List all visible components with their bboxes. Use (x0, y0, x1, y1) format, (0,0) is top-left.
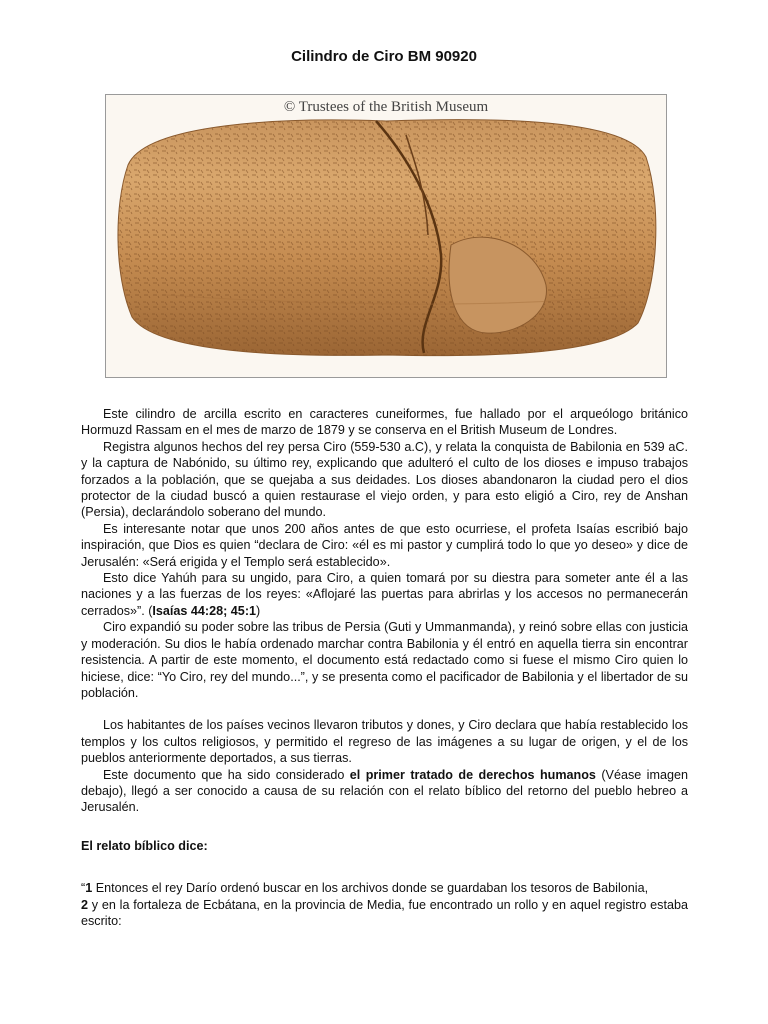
paragraph-yahuh-end: ) (256, 603, 261, 618)
section-heading: El relato bíblico dice: (81, 838, 208, 853)
paragraph-human-rights-b: (Véase imagen debajo), llegó a ser conocido a causa de su relación con el relato bíblico del retorno del pueblo hebreo a Jerusalén. (81, 767, 688, 815)
verse-2-text: y en la fortaleza de Ecbátana, en la provincia de Media, fue encontrado un rollo y en aquel registro estaba escrito: (81, 897, 688, 928)
verse-1-text: Entonces el rey Darío ordenó buscar en los archivos donde se guardaban los tesoros de Babilonia, (92, 881, 649, 896)
verse-1 (81, 880, 688, 896)
cyrus-cylinder-photo (105, 94, 667, 378)
paragraph-human-rights (81, 767, 688, 816)
paragraph-expansion: Ciro expandió su poder sobre las tribus de Persia (Guti y Ummanmanda), y reinó sobre ellas con justicia y moderación. Su dios le había ordenado marchar contra Babilonia y él entró en aquella tierra sin encontrar resistencia. A partir de este momento, el documento está redactado como si fuese el mismo Ciro quien lo hiciese, dice: “Yo Ciro, rey del mundo...”, y se presenta como el pacificador de Babilonia y el libertador de su población. (81, 620, 688, 700)
cylinder-illustration (106, 95, 666, 377)
verse-1-number: 1 (85, 881, 93, 896)
human-rights-emphasis: el primer tratado de derechos humanos (349, 767, 596, 782)
image-credit: © Trustees of the British Museum (283, 99, 489, 115)
paragraph-discovery: Este cilindro de arcilla escrito en caracteres cuneiformes, fue hallado por el arqueólogo británico Hormuzd Rassam en el mes de marzo de 1879 y se conserva en el British Museum de Londres. (81, 407, 688, 438)
document-body (81, 406, 688, 929)
paragraph-isaiah: Es interesante notar que unos 200 años antes de que esto ocurriese, el profeta Isaías escribió bajo inspiración, que Dios es quien “declara de Ciro: «él es mi pastor y cumplirá todo lo que yo deseo» y dice de Jerusalén: «Será erigida y el Templo será establecido». (81, 521, 688, 569)
paragraph-tributes: Los habitantes de los países vecinos llevaron tributos y dones, y Ciro declara que había restablecido los templos y los cultos religiosos, y permitido el regreso de las imágenes a su lugar de origen, y el de los pueblos anteriormente deportados, a sus tierras. (81, 718, 688, 766)
paragraph-yahuh (81, 570, 688, 619)
paragraph-human-rights-a: Este documento que ha sido considerado (103, 767, 350, 782)
verse-2 (81, 897, 688, 930)
verse-2-number: 2 (81, 897, 89, 912)
paragraph-conquest: Registra algunos hechos del rey persa Ciro (559-530 a.C), y relata la conquista de Babilonia en 539 aC. y la captura de Nabónido, su último rey, explicando que adulteró el culto de los dioses e impuso trabajos forzados a la población, que se quejaba a sus deidades. Los dioses abandonaron la ciudad pero el dios protector de la ciudad buscó a quien restaurase el viejo orden, y para esto eligió a Ciro, rey de Anshan (Persia), declarándolo soberano del mundo. (81, 439, 688, 520)
paragraph-yahuh-text: Esto dice Yahúh para su ungido, para Ciro, a quien tomará por su diestra para someter ante él a las naciones y a las fuerzas de los reyes: «Aflojaré las puertas para abrirlas y los accesos no permanecerán cerrados»”. ( (81, 571, 688, 618)
verse-1-open-quote: “ (81, 881, 86, 896)
scripture-reference: Isaías 44:28; 45:1 (152, 603, 257, 618)
document-title: Cilindro de Ciro BM 90920 (291, 48, 477, 65)
